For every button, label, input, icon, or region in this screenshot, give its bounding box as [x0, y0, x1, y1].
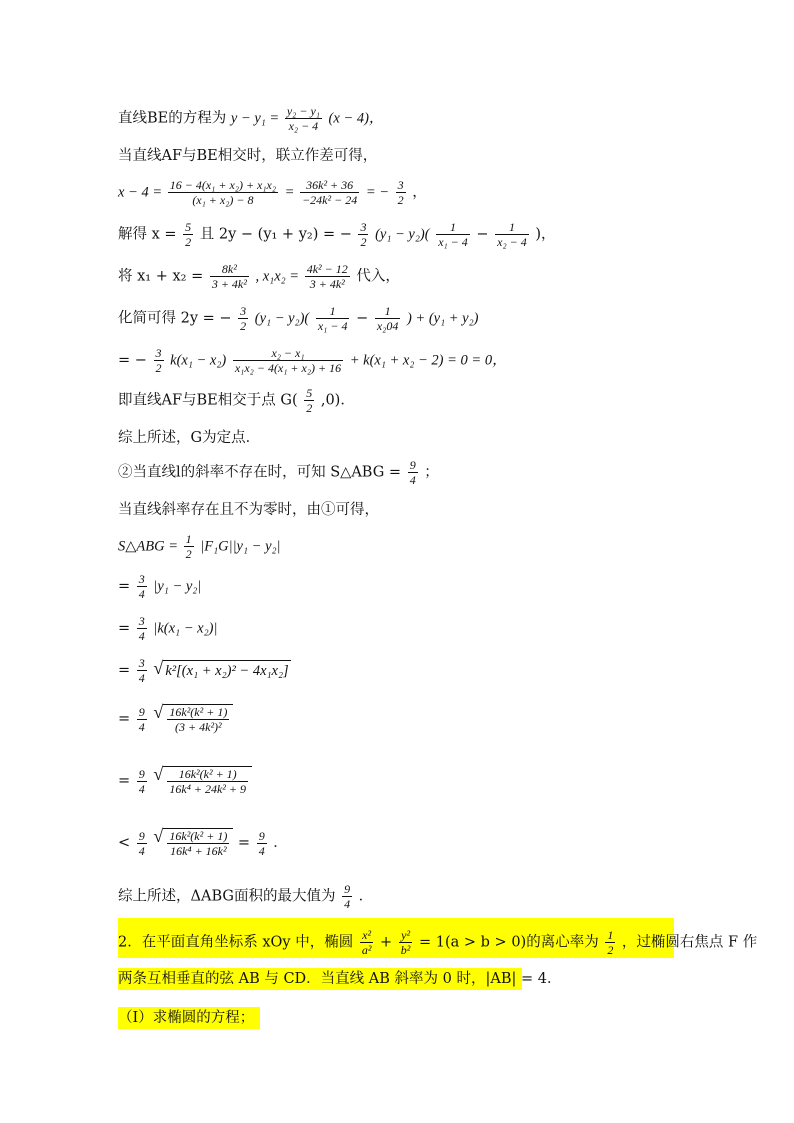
denominator: −24k² − 24 [302, 193, 358, 207]
text: = [118, 620, 135, 637]
denominator: x₁ − 4 [438, 235, 468, 249]
numerator: 4k² − 12 [306, 262, 348, 276]
numerator: 9 [258, 828, 265, 843]
square-root [153, 828, 233, 858]
text: < [118, 835, 135, 851]
fraction [285, 104, 322, 133]
denominator: 2 [360, 235, 367, 249]
numerator: x² [360, 928, 374, 943]
fraction [167, 829, 229, 858]
radical-sign: √ [153, 826, 164, 846]
line-intersect: 当直线AF与BE相交时，联立作差可得， [118, 148, 378, 164]
text: ,0)． [320, 392, 355, 409]
denominator: 2 [306, 401, 313, 415]
text: = [237, 835, 255, 851]
denominator: (x₁ + x₂) − 8 [192, 193, 254, 207]
numerator: 3 [240, 304, 247, 318]
numerator: 9 [409, 458, 416, 472]
numerator: 3 [138, 656, 145, 670]
text: = [118, 711, 135, 727]
problem-2-condition: 两条互相垂直的弦 AB 与 CD．当直线 AB 斜率为 0 时，|AB| = 4． [118, 971, 562, 987]
denominator: 2 [397, 193, 404, 207]
math: (x − 4)， [328, 110, 384, 127]
fraction [137, 829, 147, 858]
line-point-g [118, 386, 355, 415]
denominator: 3 + 4k² [309, 277, 345, 291]
fraction [305, 262, 350, 291]
denominator: 2 [240, 319, 247, 333]
line-area-step1 [118, 572, 201, 601]
numerator: 3 [397, 178, 404, 192]
numerator: 3 [155, 346, 162, 360]
math: k(x₁ − x₂) [170, 352, 227, 369]
line-simplify [118, 304, 478, 333]
line-substitute [118, 262, 400, 291]
fraction [167, 705, 229, 734]
math: + k(x₁ + x₂ − 2) = 0 = 0， [349, 352, 507, 369]
math: = − [365, 184, 390, 201]
math: , x₁x₂ = [255, 268, 303, 285]
text: 将 x₁ + x₂ = [118, 268, 208, 285]
numerator: 9 [138, 828, 145, 843]
denominator: 4 [138, 781, 145, 796]
square-root [153, 766, 252, 796]
text: 代入， [356, 268, 400, 285]
denominator: 3 + 4k² [211, 277, 247, 291]
numerator: 9 [138, 766, 145, 781]
numerator: y² [399, 928, 413, 943]
math: (y₁ − y₂)( [375, 226, 430, 243]
denominator: x₁ − 4 [317, 319, 348, 333]
square-root [153, 660, 290, 681]
text: 直线BE的方程为 [118, 110, 227, 127]
text: + [380, 934, 397, 951]
text: = 1(a > b > 0)的离心率为 [419, 934, 599, 951]
denominator: 4 [138, 843, 145, 858]
fraction [396, 178, 406, 207]
line-x-minus-4 [118, 178, 427, 207]
text: ②当直线l的斜率不存在时，可知 S△ABG = [118, 464, 406, 481]
numerator: 3 [138, 614, 145, 628]
denominator: 4 [138, 629, 145, 643]
text: 即直线AF与BE相交于点 G( [118, 392, 298, 409]
numerator: 8k² [210, 262, 249, 277]
fraction [300, 178, 359, 207]
math: |k(x₁ − x₂)| [153, 620, 218, 637]
problem-2-statement [118, 928, 757, 957]
problem-2-part-1: （Ⅰ）求椭圆的方程； [118, 1010, 255, 1026]
fraction [137, 767, 147, 796]
fraction [168, 178, 278, 207]
numerator: 16 − 4(x₁ + x₂) + x₁x₂ [169, 178, 277, 192]
radical-sign: √ [153, 764, 164, 784]
text: = [118, 662, 135, 679]
numerator: 1 [185, 532, 192, 546]
line-area-step4 [118, 704, 233, 734]
fraction [167, 767, 248, 796]
text: ． [273, 835, 288, 851]
fraction [408, 458, 418, 487]
text: ； [424, 464, 439, 481]
denominator: 4 [344, 897, 351, 911]
denominator: x₁x₂ − 4(x₁ + x₂) + 16 [234, 361, 342, 375]
numerator: 9 [138, 704, 145, 719]
text: 化简可得 2y = − [118, 310, 232, 327]
fraction [137, 656, 147, 685]
fraction [605, 928, 615, 957]
numerator: 1 [375, 304, 401, 319]
text: = [118, 578, 135, 595]
numerator: x₂ − x₁ [233, 346, 343, 361]
line-solve [118, 220, 556, 249]
denominator: 4 [138, 587, 145, 601]
numerator: 1 [316, 304, 350, 319]
text: ． [358, 888, 374, 905]
text: 且 2y − (y₁ + y₂) = − [199, 226, 352, 243]
line-be-equation [118, 104, 383, 133]
text: 综上所述，ΔABG面积的最大值为 [118, 888, 336, 905]
numerator: 16k²(k² + 1) [169, 705, 228, 719]
fraction [375, 304, 401, 333]
fraction [399, 928, 413, 957]
radical-sign: √ [153, 702, 164, 722]
radicand [163, 704, 233, 734]
text: 2．在平面直角坐标系 xOy 中，椭圆 [118, 934, 354, 951]
fraction [184, 532, 194, 561]
radicand: k²[(x₁ + x₂)² − 4x₁x₂] [163, 660, 290, 681]
numerator: 1 [495, 220, 529, 235]
line-area-bound [118, 828, 288, 858]
text: ，过椭圆右焦点 F 作 [621, 934, 758, 951]
denominator: 16k⁴ + 24k² + 9 [169, 782, 246, 796]
text: − [476, 226, 494, 243]
denominator: 4 [258, 843, 265, 858]
radicand [163, 828, 233, 858]
fraction [257, 829, 267, 858]
math: = [284, 184, 299, 201]
denominator: 2 [155, 361, 162, 375]
line-area-def [118, 532, 281, 561]
numerator: 36k² + 36 [300, 178, 359, 193]
line-equals-zero [118, 346, 507, 375]
fraction [358, 220, 368, 249]
fraction [137, 572, 147, 601]
numerator: 16k²(k² + 1) [167, 767, 248, 782]
denominator: 2 [185, 235, 192, 249]
fraction [342, 882, 352, 911]
math: (y₁ − y₂)( [254, 310, 310, 327]
denominator: 4 [138, 719, 145, 734]
fraction [360, 928, 374, 957]
fraction [495, 220, 529, 249]
text: 解得 x = [118, 226, 182, 243]
line-area-step3 [118, 656, 291, 685]
denominator: 2 [185, 547, 192, 561]
text: = [118, 773, 135, 789]
text: )， [535, 226, 556, 243]
square-root [153, 704, 233, 734]
line-slope-exists: 当直线斜率存在且不为零时，由①可得， [118, 502, 379, 518]
math: |F₁G||y₁ − y₂| [200, 538, 281, 555]
math: ) + (y₁ + y₂) [406, 310, 479, 327]
denominator: 4 [409, 473, 416, 487]
numerator: 5 [306, 386, 313, 400]
text: = − [118, 352, 147, 369]
radicand [163, 766, 252, 796]
fraction [137, 614, 147, 643]
denominator: 16k⁴ + 16k² [170, 844, 227, 858]
radical-sign: √ [153, 658, 164, 678]
text: − [356, 310, 373, 327]
numerator: 9 [344, 882, 351, 896]
fraction [233, 346, 343, 375]
denominator: x₂ − 4 [288, 119, 319, 133]
numerator: 5 [185, 220, 192, 234]
line-max-area [118, 882, 373, 911]
fraction [304, 386, 314, 415]
math: |y₁ − y₂| [153, 578, 202, 595]
line-area-step2 [118, 614, 217, 643]
numerator: 1 [607, 928, 614, 942]
math: S△ABG = [118, 538, 182, 555]
numerator: 16k²(k² + 1) [169, 829, 228, 843]
denominator: a² [361, 943, 372, 957]
fraction [210, 262, 249, 291]
line-area-step5 [118, 766, 252, 796]
fraction [436, 220, 470, 249]
line-conclusion-g: 综上所述，G为定点． [118, 430, 261, 446]
fraction [183, 220, 193, 249]
denominator: (3 + 4k²)² [175, 720, 222, 734]
numerator: 3 [360, 220, 367, 234]
line-slope-undefined [118, 458, 439, 487]
fraction [238, 304, 248, 333]
math: x − 4 = [118, 184, 166, 201]
numerator: y₂ − y₁ [286, 104, 320, 118]
text: ， [412, 184, 427, 201]
denominator: b² [400, 943, 411, 957]
numerator: 3 [138, 572, 145, 586]
fraction [154, 346, 164, 375]
fraction [316, 304, 350, 333]
denominator: x₂04 [376, 319, 399, 333]
denominator: x₂ − 4 [497, 235, 527, 249]
denominator: 2 [607, 943, 614, 957]
denominator: 4 [138, 671, 145, 685]
numerator: 1 [436, 220, 470, 235]
fraction [137, 705, 147, 734]
math: y − y₁ = [230, 110, 283, 127]
